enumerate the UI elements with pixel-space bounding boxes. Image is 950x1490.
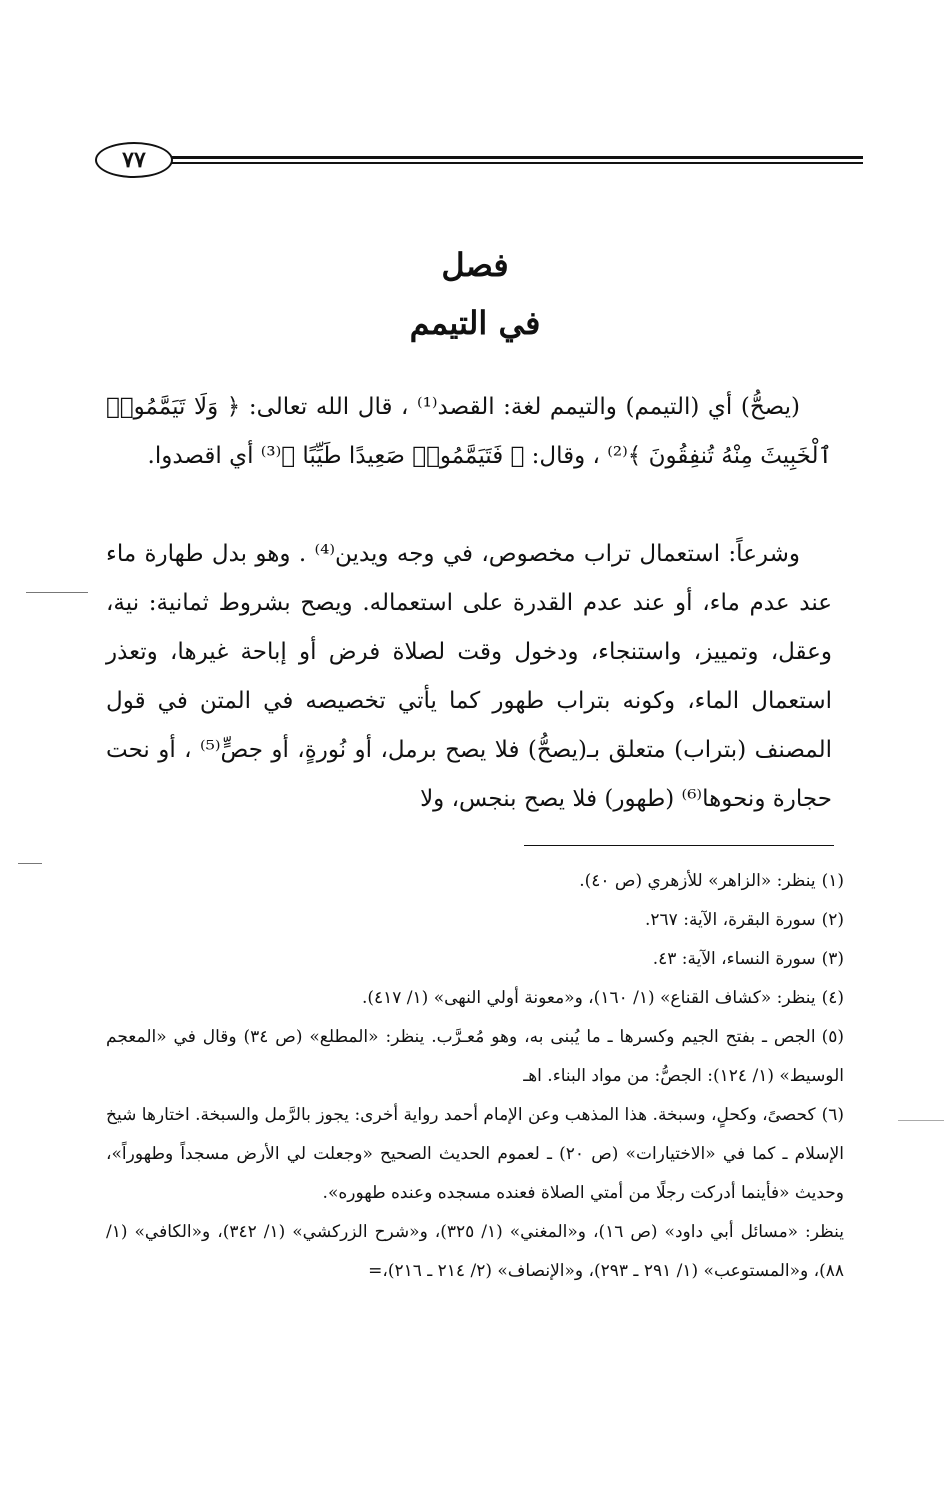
chapter-title: فصل <box>441 246 509 284</box>
paragraph-text: (يصحُّ) أي (التيمم) والتيمم لغة: القصد⁽¹⁾ ، قال الله تعالى: ﴿ وَلَا تَيَمَّمُوا۟ ٱلْخَبِيثَ مِنْهُ تُنفِقُونَ ﴾⁽²⁾ ، وقال: ﴿ فَتَيَمَّمُوا۟ صَعِيدًا طَيِّبًا ﴾⁽³⁾ أي اقصدوا. <box>106 394 832 469</box>
footnote-number: (٥) <box>821 1027 844 1047</box>
footnote-number: (٦) <box>821 1105 844 1125</box>
footnote-4 <box>106 979 844 1018</box>
footnote-text: كحصىً، وكحلٍ، وسبخة. هذا المذهب وعن الإمام أحمد رواية أخرى: يجوز بالرَّمل والسبخة. اختارها شيخ الإسلام ـ كما في «الاختيارات» (ص ٢٠) ـ لعموم الحديث الصحيح «وجعلت لي الأرض مسجداً وطهوراً»، وحديث «فأينما أدركت رجلًا من أمتي الصلاة فعنده مسجده وعنده طهوره». <box>106 1105 845 1203</box>
footnote-6 <box>106 1096 844 1213</box>
footnote-text: سورة النساء، الآية: ٤٣. <box>652 949 816 969</box>
footnote-text: سورة البقرة، الآية: ٢٦٧. <box>645 910 816 930</box>
scan-margin-mark <box>18 863 42 864</box>
footnote-number: (٤) <box>821 988 844 1008</box>
page-number: ٧٧ <box>95 142 173 178</box>
header-rule-line <box>165 156 863 159</box>
header-rule <box>165 156 863 167</box>
body-paragraph-2 <box>106 530 832 824</box>
footnote-text: الجص ـ بفتح الجيم وكسرها ـ ما يُبنى به، وهو مُعـرَّب. ينظر: «المطلع» (ص ٣٤) وقال في «المعجم الوسيط» (١/ ١٢٤): الجصُّ: من مواد البناء. اهـ <box>106 1027 844 1086</box>
paragraph-text: وشرعاً: استعمال تراب مخصوص، في وجه ويدين⁽⁴⁾ . وهو بدل طهارة ماء عند عدم ماء، أو عند عدم القدرة على استعماله. ويصح بشروط ثمانية: نية، وعقل، وتمييز، واستنجاء، ودخول وقت لصلاة فرض أو إباحة غيرها، وتعذر استعمال الماء، وكونه بتراب طهور كما يأتي تخصيصه في المتن في قول المصنف (بتراب) متعلق بـ(يصحُّ) فلا يصح برمل، أو نُورةٍ، أو جصٍّ⁽⁵⁾ ، أو نحت حجارة ونحوها⁽⁶⁾ (طهور) فلا يصح بنجس، ولا <box>106 541 832 812</box>
footnote-1 <box>106 862 844 901</box>
footnote-number: (٢) <box>821 910 844 930</box>
footnote-6-sources <box>106 1213 844 1291</box>
scan-margin-mark <box>26 592 88 593</box>
footnote-number: (١) <box>821 871 844 891</box>
footnote-divider <box>524 845 834 846</box>
footnote-3 <box>106 940 844 979</box>
header-rule-line <box>165 162 863 164</box>
page-header <box>95 142 863 182</box>
body-paragraph-1 <box>106 383 832 481</box>
scan-margin-mark <box>898 1120 944 1121</box>
footnotes <box>106 862 844 1291</box>
footnote-5 <box>106 1018 844 1096</box>
chapter-subtitle: في التيمم <box>409 304 541 342</box>
footnote-2 <box>106 901 844 940</box>
footnote-number: (٣) <box>821 949 844 969</box>
footnote-text: ينظر: «الزاهر» للأزهري (ص ٤٠). <box>579 871 816 891</box>
footnote-text: ينظر: «مسائل أبي داود» (ص ١٦)، و«المغني» (١/ ٣٢٥)، و«شرح الزركشي» (١/ ٣٤٢)، و«الكافي» (١/ ٨٨)، و«المستوعب» (١/ ٢٩١ ـ ٢٩٣)، و«الإنصاف» (٢/ ٢١٤ ـ ٢١٦)،= <box>106 1222 844 1281</box>
footnote-text: ينظر: «كشاف القناع» (١/ ١٦٠)، و«معونة أولي النهى» (١/ ٤١٧). <box>361 988 816 1008</box>
